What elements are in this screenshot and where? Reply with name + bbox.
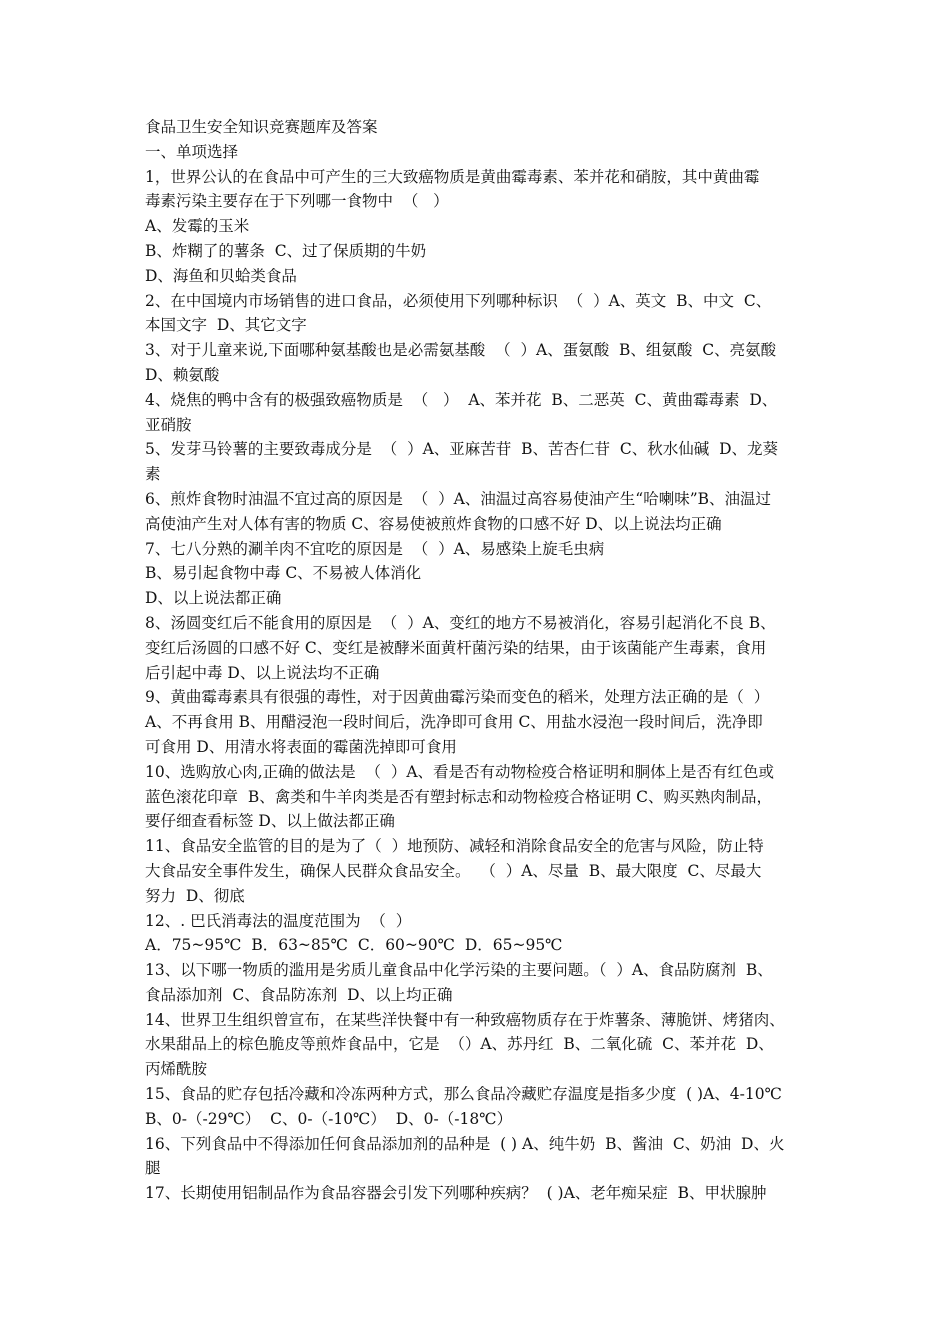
text-line: D、海鱼和贝蛤类食品 — [145, 266, 297, 285]
text-line: 7、七八分熟的涮羊肉不宜吃的原因是 （ ）A、易感染上旋毛虫病 — [145, 539, 605, 558]
text-line: 10、选购放心肉,正确的做法是 （ ）A、看是否有动物检疫合格证明和胴体上是否有红色或 — [145, 762, 775, 781]
text-line: 变红后汤圆的口感不好 C、变红是被酵米面黄杆菌污染的结果，由于该菌能产生毒素，食用 — [145, 638, 767, 657]
text-line: 高使油产生对人体有害的物质 C、容易使被煎炸食物的口感不好 D、以上说法均正确 — [145, 514, 722, 533]
text-line: 17、长期使用铝制品作为食品容器会引发下列哪种疾病？ ( )A、老年痴呆症 B、甲状腺肿 — [145, 1184, 767, 1203]
document-lines — [145, 140, 815, 1206]
document-title: 食品卫生安全知识竞赛题库及答案 — [145, 118, 378, 136]
text-line: 8、汤圆变红后不能食用的原因是 （ ）A、变红的地方不易被消化，容易引起消化不良 B、 — [145, 613, 776, 632]
text-line: B、易引起食物中毒 C、不易被人体消化 — [145, 564, 422, 583]
text-line: 本国文字 D、其它文字 — [145, 316, 307, 335]
text-line: D、赖氨酸 — [145, 365, 220, 384]
text-line: 6、煎炸食物时油温不宜过高的原因是 （ ）A、油温过高容易使油产生“哈喇味”B、油温过 — [145, 489, 772, 508]
text-line: 13、以下哪一物质的滥用是劣质儿童食品中化学污染的主要问题。（ ）A、食品防腐剂 B、 — [145, 961, 773, 980]
text-line: 12、. 巴氏消毒法的温度范围为 （ ） — [145, 911, 412, 930]
text-line: 15、食品的贮存包括冷藏和冷冻两种方式，那么食品冷藏贮存温度是指多少度 ( )A、4-10℃ — [145, 1085, 782, 1104]
text-line: 4、烧焦的鸭中含有的极强致癌物质是 （ ） A、苯并花 B、二恶英 C、黄曲霉毒素 D、 — [145, 390, 778, 409]
text-line: 要仔细查看标签 D、以上做法都正确 — [145, 812, 395, 831]
text-line: 14、世界卫生组织曾宣布，在某些洋快餐中有一种致癌物质存在于炸薯条、薄脆饼、烤猪肉、 — [145, 1010, 785, 1029]
text-line: D、以上说法都正确 — [145, 589, 282, 608]
document-body — [145, 115, 815, 1206]
text-line: 蓝色滚花印章 B、禽类和牛羊肉类是否有塑封标志和动物检疫合格证明 C、购买熟肉制品， — [145, 787, 773, 806]
text-line: B、0-（-29℃） C、0-（-10℃） D、0-（-18℃） — [145, 1109, 513, 1128]
text-line: 大食品安全事件发生，确保人民群众食品安全。 （ ）A、尽量 B、最大限度 C、尽最大 — [145, 861, 762, 880]
text-line: 9、黄曲霉毒素具有很强的毒性，对于因黄曲霉污染而变色的稻米，处理方法正确的是（ ） — [145, 688, 770, 707]
text-line: 食品添加剂 C、食品防冻剂 D、以上均正确 — [145, 985, 453, 1004]
text-line: 11、食品安全监管的目的是为了（ ）地预防、减轻和消除食品安全的危害与风险，防止特 — [145, 837, 764, 856]
text-line: 一、单项选择 — [145, 142, 239, 161]
text-line: 努力 D、彻底 — [145, 886, 245, 905]
text-line: 5、发芽马铃薯的主要致毒成分是 （ ）A、亚麻苦苷 B、苦杏仁苷 C、秋水仙碱 D、龙葵 — [145, 440, 779, 459]
text-line: 可食用 D、用清水将表面的霉菌洗掉即可食用 — [145, 737, 457, 756]
text-line: 亚硝胺 — [145, 415, 192, 434]
text-line: 素 — [145, 465, 161, 484]
text-line: 1，世界公认的在食品中可产生的三大致癌物质是黄曲霉毒素、苯并花和硝胺，其中黄曲霉 — [145, 167, 760, 186]
text-line: A、发霉的玉米 — [145, 217, 250, 236]
text-line: A、不再食用 B、用醋浸泡一段时间后，洗净即可食用 C、用盐水浸泡一段时间后，洗净即 — [145, 713, 763, 732]
text-line: 后引起中毒 D、以上说法均不正确 — [145, 663, 380, 682]
text-line: 水果甜品上的棕色脆皮等煎炸食品中，它是 （）A、苏丹红 B、二氧化硫 C、苯并花 D、 — [145, 1035, 774, 1054]
text-line: A．75~95℃ B．63~85℃ C．60~90℃ D．65~95℃ — [145, 936, 563, 955]
text-line: 16、下列食品中不得添加任何食品添加剂的品种是 ( ) A、纯牛奶 B、酱油 C、奶油 D、火 — [145, 1134, 785, 1153]
text-line: B、炸糊了的薯条 C、过了保质期的牛奶 — [145, 241, 427, 260]
text-line: 腿 — [145, 1159, 161, 1178]
text-line: 2、在中国境内市场销售的进口食品，必须使用下列哪种标识 （ ）A、英文 B、中文 C、 — [145, 291, 772, 310]
text-line: 3、对于儿童来说,下面哪种氨基酸也是必需氨基酸 （ ）A、蛋氨酸 B、组氨酸 C、亮氨酸 — [145, 341, 777, 360]
text-line: 毒素污染主要存在于下列哪一食物中 （ ） — [145, 192, 449, 211]
text-line: 丙烯酰胺 — [145, 1060, 208, 1079]
